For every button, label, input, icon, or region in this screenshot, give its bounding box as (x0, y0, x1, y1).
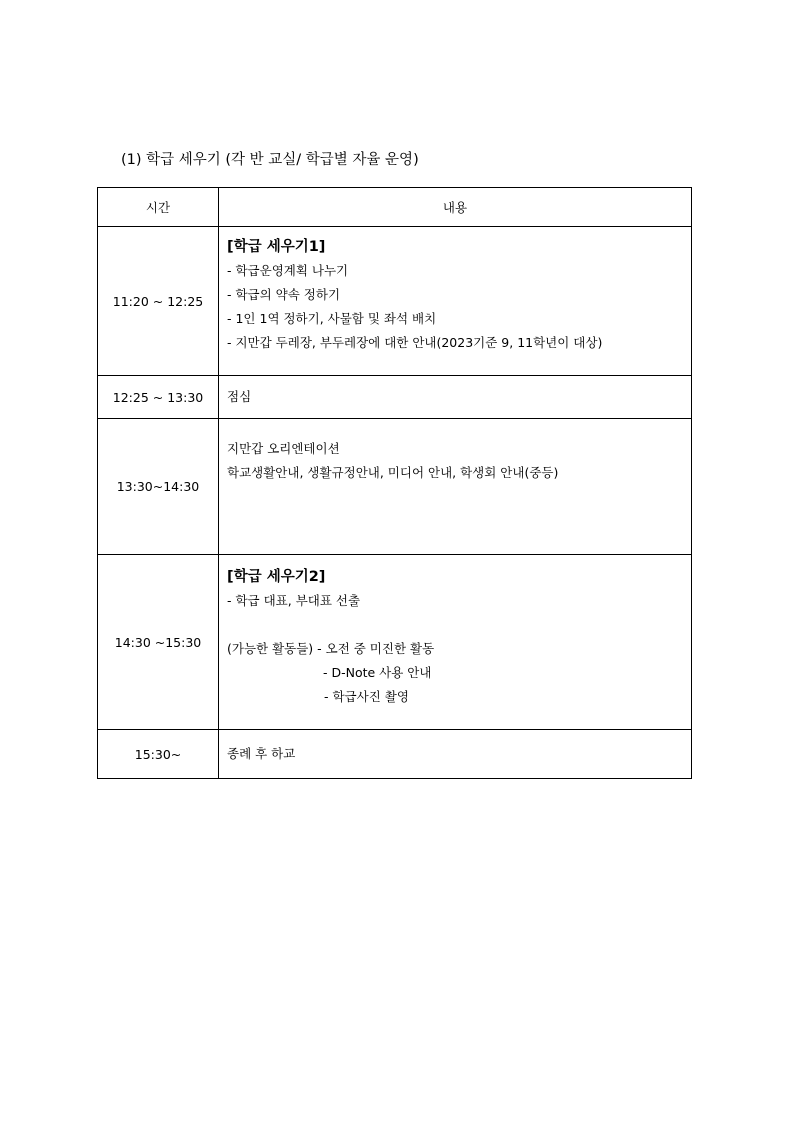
list-item: - 학급운영계획 나누기 (227, 263, 349, 278)
table-header-row (98, 188, 692, 227)
list-item: - 학급의 약속 정하기 (227, 287, 341, 302)
time-cell: 11:20 ~ 12:25 (98, 227, 219, 376)
list-item: 점심 (227, 389, 252, 404)
table-row (98, 730, 692, 779)
activity-item: (가능한 활동들) - 오전 중 미진한 활동 (227, 641, 435, 656)
content-cell (219, 730, 692, 779)
blank-line (227, 613, 687, 637)
schedule-table (97, 187, 692, 779)
time-cell: 14:30 ~15:30 (98, 555, 219, 730)
activity-item: - D-Note 사용 안내 (323, 665, 432, 680)
list-item: - 학급 대표, 부대표 선출 (227, 593, 361, 608)
table-row (98, 227, 692, 376)
list-item: - 지만갑 두레장, 부두레장에 대한 안내(2023기준 9, 11학년이 대상) (227, 335, 603, 350)
table-row (98, 419, 692, 555)
content-cell (219, 555, 692, 730)
row-heading: [학급 세우기1] (227, 239, 326, 255)
time-cell: 12:25 ~ 13:30 (98, 376, 219, 419)
list-item: 종례 후 하교 (227, 746, 296, 761)
list-item: 학교생활안내, 생활규정안내, 미디어 안내, 학생회 안내(중등) (227, 465, 559, 480)
content-cell (219, 376, 692, 419)
activity-item: - 학급사진 촬영 (324, 689, 409, 704)
section-title: (1) 학급 세우기 (각 반 교실/ 학급별 자율 운영) (121, 152, 419, 168)
content-cell (219, 419, 692, 555)
list-item: - 1인 1역 정하기, 사물함 및 좌석 배치 (227, 311, 437, 326)
time-cell: 13:30~14:30 (98, 419, 219, 555)
header-time: 시간 (98, 188, 219, 227)
list-item: 지만갑 오리엔테이션 (227, 441, 340, 456)
table-row (98, 376, 692, 419)
table-row (98, 555, 692, 730)
time-cell: 15:30~ (98, 730, 219, 779)
header-content: 내용 (219, 188, 692, 227)
row-heading: [학급 세우기2] (227, 569, 326, 585)
content-cell (219, 227, 692, 376)
